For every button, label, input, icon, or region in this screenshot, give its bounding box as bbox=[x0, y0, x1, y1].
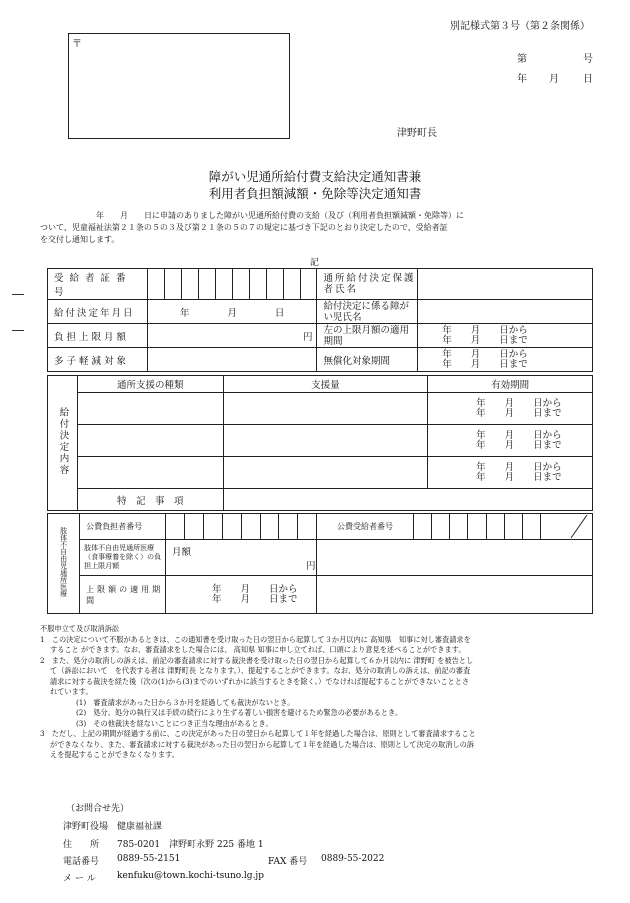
period-from: 年 月 日から bbox=[442, 324, 528, 336]
medical-limit-label: 肢体不自由児通所医療（食事療養を除く）の負担上限月額 bbox=[80, 540, 166, 576]
limit-period-field[interactable] bbox=[418, 324, 593, 348]
period-to: 年 月 日まで bbox=[476, 407, 562, 419]
support-amount-cell[interactable] bbox=[223, 425, 428, 457]
medical-blank-field bbox=[317, 540, 593, 576]
appeal-p1a: 1 この決定について不服があるときは、この通知書を受け取った日の翌日から起算して３か月以内に 高知県 知事に対し審査請求を bbox=[40, 634, 471, 644]
punch-mark bbox=[12, 330, 24, 331]
title-line1: 障がい児通所給付費支給決定通知書兼 bbox=[208, 169, 422, 184]
period-to: 年 月 日まで bbox=[442, 334, 528, 346]
diagonal-line-icon bbox=[541, 514, 588, 539]
digit-cell[interactable] bbox=[249, 269, 266, 300]
intro-line1: 年 月 日に申請のありました障がい児通所給付費の支給（及び（利用者負担額減額・免除等）に bbox=[96, 211, 464, 220]
contact-fax-label: FAX 番号 bbox=[268, 857, 308, 867]
decision-date-field[interactable] bbox=[147, 300, 317, 324]
appeal-notes bbox=[40, 624, 600, 761]
service-type-cell[interactable] bbox=[77, 393, 223, 425]
contact-mail-label: メ ー ル bbox=[63, 874, 96, 884]
title-line2: 利用者負担額減額・免除等決定通知書 bbox=[208, 186, 422, 201]
contact-office: 津野町役場 健康福祉課 bbox=[63, 822, 163, 832]
digit-cell[interactable] bbox=[260, 514, 279, 540]
multi-child-label: 多子軽減対象 bbox=[48, 348, 148, 372]
period-from: 年 月 日から bbox=[476, 397, 562, 409]
digit-cell[interactable] bbox=[215, 269, 232, 300]
contact-fax: 0889-55-2022 bbox=[321, 854, 385, 864]
appeal-p2c: 請求に対する裁決を経た後（次の(1)から(3)までのいずれかに該当するときを除く。）でなければ提起することができないこととさ bbox=[50, 676, 470, 686]
date-nichi: 日 bbox=[583, 74, 593, 85]
issuer: 津野町長 bbox=[397, 128, 437, 139]
public-payer-no-label: 公費負担者番号 bbox=[80, 514, 166, 540]
public-recipient-no-label: 公費受給者番号 bbox=[317, 514, 414, 540]
appeal-s1: (1) 審査請求があった日から３か月を経過しても裁決がないとき。 bbox=[76, 697, 295, 707]
digit-cell[interactable] bbox=[486, 514, 504, 540]
appeal-p2d: れています。 bbox=[50, 687, 93, 696]
intro-line2: ついて、児童福祉法第２１条の５の３及び第２１条の５の７の規定に基づき下記のとおり決定したので、受給者証 bbox=[40, 223, 448, 232]
digit-cell[interactable] bbox=[283, 269, 300, 300]
physical-section-label bbox=[48, 514, 80, 614]
guardian-name-field[interactable] bbox=[418, 269, 593, 300]
child-name-field[interactable] bbox=[418, 300, 593, 324]
valid-period-header: 有効期間 bbox=[428, 376, 593, 393]
digit-cell[interactable] bbox=[241, 514, 260, 540]
appeal-heading: 不服申立て及び取消訴訟 bbox=[40, 624, 120, 633]
digit-cell[interactable] bbox=[468, 514, 486, 540]
digit-cell[interactable] bbox=[432, 514, 450, 540]
doc-no-go: 号 bbox=[583, 54, 593, 65]
day-unit: 日 bbox=[274, 307, 285, 319]
period-from: 年 月 日から bbox=[211, 583, 298, 595]
support-amount-cell[interactable] bbox=[223, 393, 428, 425]
benefit-content-text: 給付決定内容 bbox=[57, 407, 69, 476]
address-box bbox=[68, 33, 290, 139]
decision-date-label: 給付決定年月日 bbox=[48, 300, 148, 324]
period-to: 年 月 日まで bbox=[442, 358, 528, 370]
digit-cell[interactable] bbox=[203, 514, 222, 540]
medical-table bbox=[47, 513, 593, 614]
year-unit: 年 bbox=[179, 307, 190, 319]
medical-period-field[interactable] bbox=[165, 576, 316, 614]
period-to: 年 月 日まで bbox=[211, 593, 298, 605]
month-unit: 月 bbox=[227, 307, 237, 319]
digit-cell[interactable] bbox=[266, 269, 283, 300]
info-table bbox=[47, 268, 593, 372]
limit-amount-field[interactable] bbox=[147, 324, 317, 348]
physical-section-text: 肢体不自由児通所医療 bbox=[59, 527, 68, 597]
digit-cell[interactable] bbox=[279, 514, 298, 540]
period-to: 年 月 日まで bbox=[476, 471, 562, 483]
digit-cell[interactable] bbox=[298, 514, 317, 540]
yen-unit: 円 bbox=[302, 331, 313, 343]
contact-heading: （お問合せ先） bbox=[66, 804, 130, 814]
valid-period-cell[interactable] bbox=[428, 425, 593, 457]
diagonal-cell bbox=[541, 514, 593, 540]
appeal-p3c: えを提起することができなくなります。 bbox=[50, 750, 179, 759]
date-nen: 年 bbox=[517, 74, 527, 85]
free-period-field[interactable] bbox=[418, 348, 593, 372]
digit-cell[interactable] bbox=[222, 514, 241, 540]
digit-cell[interactable] bbox=[165, 514, 184, 540]
digit-cell[interactable] bbox=[523, 514, 541, 540]
service-type-cell[interactable] bbox=[77, 457, 223, 489]
digit-cell[interactable] bbox=[164, 269, 181, 300]
form-number: 別記様式第３号（第２条関係） bbox=[450, 21, 590, 32]
period-from: 年 月 日から bbox=[476, 461, 562, 473]
period-from: 年 月 日から bbox=[476, 429, 562, 441]
contact-addr: 785-0201 津野町永野 225 番地 1 bbox=[117, 840, 264, 850]
service-type-cell[interactable] bbox=[77, 425, 223, 457]
period-to: 年 月 日まで bbox=[476, 439, 562, 451]
support-amount-header: 支援量 bbox=[223, 376, 428, 393]
contact-addr-label: 住 所 bbox=[63, 840, 100, 850]
benefit-table bbox=[47, 375, 593, 511]
period-from: 年 月 日から bbox=[442, 348, 528, 360]
medical-period-blank bbox=[317, 576, 593, 614]
digit-cell[interactable] bbox=[184, 514, 203, 540]
intro-line3: を交付し通知します。 bbox=[40, 235, 120, 244]
contact-tel-label: 電話番号 bbox=[63, 857, 100, 867]
limit-period-label: 上限額の適用期間 bbox=[80, 576, 166, 614]
appeal-p3b: ができなくなり、また、審査請求に対する裁決があった日の翌日から起算して１年を経過した場合は、原則として決定の取消しの訴 bbox=[50, 739, 474, 749]
appeal-s3: (3) その他裁決を経ないことにつき正当な理由があるとき。 bbox=[76, 718, 273, 728]
digit-cell[interactable] bbox=[198, 269, 215, 300]
contact-mail[interactable]: kenfuku@town.kochi-tsuno.lg.jp bbox=[117, 871, 264, 881]
guardian-name-label: 通所給付決定保護者氏名 bbox=[317, 269, 418, 300]
support-amount-cell[interactable] bbox=[223, 457, 428, 489]
period-label: 左の上限月額の適用期間 bbox=[317, 324, 418, 348]
punch-mark bbox=[12, 294, 24, 295]
valid-period-cell[interactable] bbox=[428, 457, 593, 489]
benefit-content-label bbox=[48, 376, 78, 511]
appeal-p2b: て（訴訟において を代表する者は 津野町長 となります。）、提起することができます。なお、処分の取消しの訴えは、前記の審査 bbox=[50, 666, 471, 675]
valid-period-cell[interactable] bbox=[428, 393, 593, 425]
appeal-p2a: 2 また、処分の取消しの訴えは、前記の審査請求に対する裁決書を受け取った日の翌日から起算して６か月以内に 津野町 を被告とし bbox=[40, 655, 474, 665]
digit-cell[interactable] bbox=[300, 269, 317, 300]
appeal-s2: (2) 処分、処分の執行又は手続の続行により生ずる著しい損害を避けるため緊急の必要があるとき。 bbox=[76, 708, 403, 717]
special-notes-label: 特 記 事 項 bbox=[77, 489, 223, 511]
medical-limit-field[interactable] bbox=[165, 540, 316, 576]
digit-cell[interactable] bbox=[181, 269, 198, 300]
postal-mark: 〒 bbox=[72, 39, 82, 50]
service-type-header: 通所支援の種類 bbox=[77, 376, 223, 393]
special-notes-field[interactable] bbox=[223, 489, 592, 511]
digit-cell[interactable] bbox=[232, 269, 249, 300]
doc-no-dai: 第 bbox=[517, 54, 527, 65]
digit-cell[interactable] bbox=[504, 514, 522, 540]
multi-child-field[interactable] bbox=[147, 348, 317, 372]
contact-tel: 0889-55-2151 bbox=[117, 854, 181, 864]
digit-cell[interactable] bbox=[147, 269, 164, 300]
appeal-p1b: すること ができます。なお、審査請求をした場合には、 高知県 知事に申し立てれば、口頭により意見を述べることができます。 bbox=[50, 645, 466, 654]
yen-unit: 円 bbox=[305, 560, 316, 572]
limit-amount-label: 負担上限月額 bbox=[48, 324, 148, 348]
date-gatsu: 月 bbox=[549, 74, 559, 85]
recipient-no-label: 受給者証番号 bbox=[48, 269, 148, 300]
ki-label: 記 bbox=[310, 258, 320, 268]
appeal-p3a: 3 ただし、上記の期間が経過する前に、この決定があった日の翌日から起算して１年を経過した場合は、原則として審査請求すること bbox=[40, 729, 476, 738]
free-period-label: 無償化対象期間 bbox=[317, 348, 418, 372]
digit-cell[interactable] bbox=[413, 514, 431, 540]
child-name-label: 給付決定に係る障がい児氏名 bbox=[317, 300, 418, 324]
monthly-label: 月額 bbox=[171, 546, 191, 558]
digit-cell[interactable] bbox=[450, 514, 468, 540]
